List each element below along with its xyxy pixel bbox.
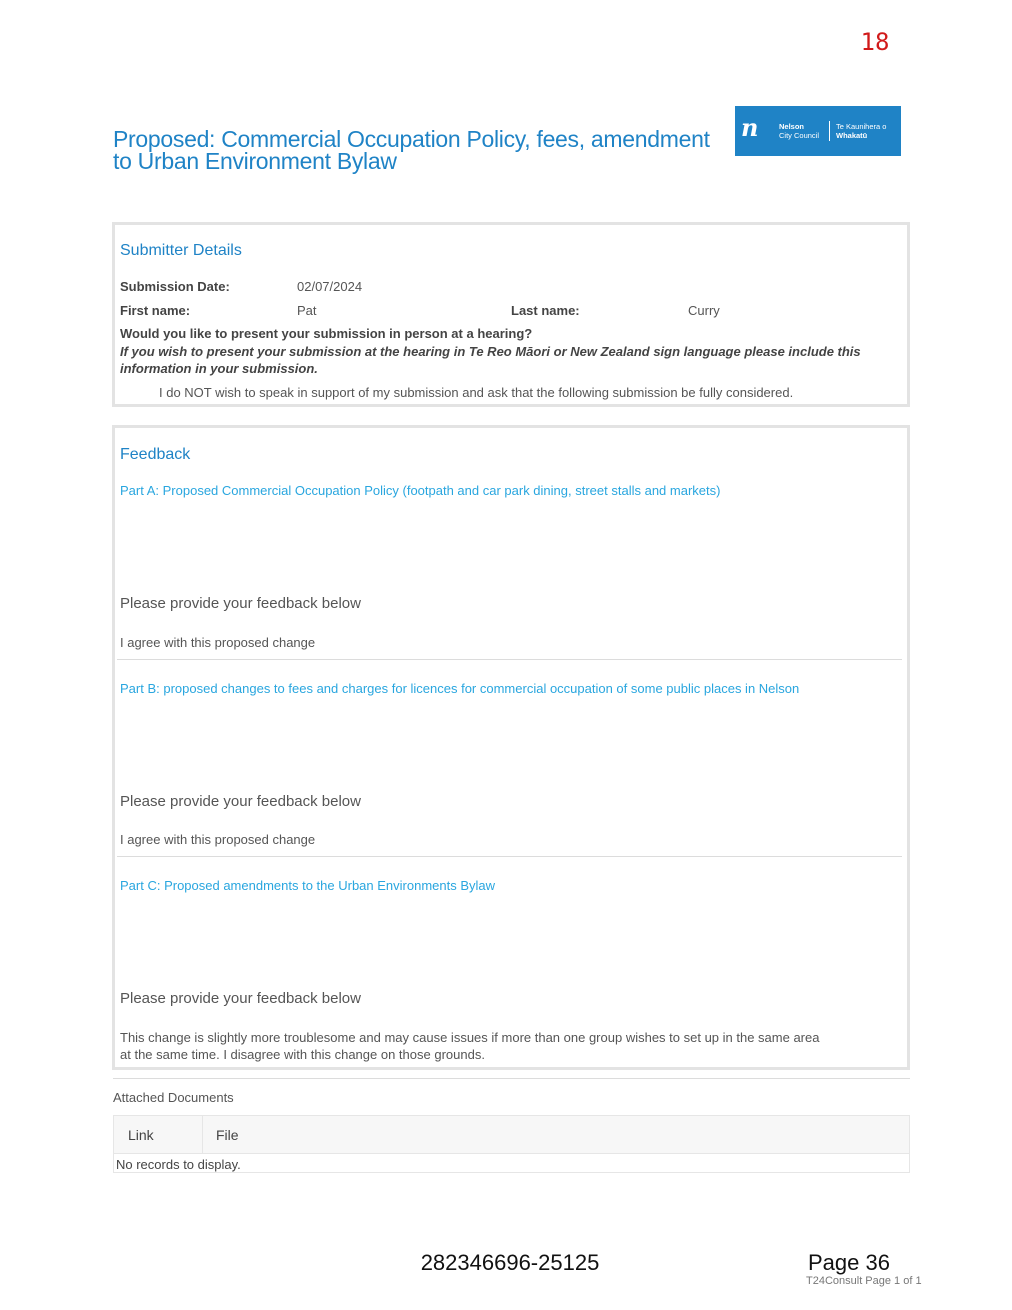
attachments-table (113, 1115, 910, 1173)
attachments-title: Attached Documents (113, 1090, 234, 1105)
column-header-link[interactable]: Link (128, 1127, 154, 1143)
attachments-column-divider (202, 1116, 203, 1153)
page-number-top: 18 (860, 28, 890, 56)
footer-small-text: T24Consult Page 1 of 1 (806, 1275, 922, 1287)
last-name-value: Curry (688, 303, 720, 318)
attachments-divider (113, 1078, 910, 1079)
part-a-heading: Part A: Proposed Commercial Occupation Policy (footpath and car park dining, street stalls and markets) (120, 483, 721, 498)
part-c-heading: Part C: Proposed amendments to the Urban Environments Bylaw (120, 878, 496, 893)
part-c-prompt: Please provide your feedback below (120, 990, 361, 1007)
hearing-question: Would you like to present your submission in person at a hearing? (120, 326, 533, 341)
page-title: Proposed: Commercial Occupation Policy, fees, amendment to Urban Environment Bylaw (113, 126, 710, 174)
part-b-heading: Part B: proposed changes to fees and charges for licences for commercial occupation of some public places in Nelson (120, 681, 800, 696)
logo-english-text (779, 122, 819, 140)
logo-mi-line1: Te Kaunihera o (836, 122, 887, 131)
part-b-answer: I agree with this proposed change (120, 832, 316, 847)
attachments-empty-message: No records to display. (116, 1157, 241, 1172)
part-c-answer: This change is slightly more troublesome and may cause issues if more than one group wishes to set up in the same area at the same time. I disagree with this change on those grounds. (120, 1030, 820, 1062)
page-label: Page 36 (808, 1250, 890, 1275)
part-divider (117, 856, 902, 857)
logo-divider (829, 121, 830, 141)
last-name-label: Last name: (511, 303, 580, 318)
submitter-section-title: Submitter Details (120, 242, 242, 259)
feedback-panel (112, 425, 910, 1070)
part-divider (117, 659, 902, 660)
council-logo (735, 106, 901, 156)
hearing-note: If you wish to present your submission at the hearing in Te Reo Māori or New Zealand sign language please include this information in your submission. (120, 344, 861, 376)
first-name-label: First name: (120, 303, 191, 318)
logo-mark-icon: n (741, 113, 755, 142)
logo-mi-line2: Whakatū (836, 131, 868, 140)
part-a-answer: I agree with this proposed change (120, 635, 316, 650)
logo-en-line1: Nelson (779, 122, 805, 131)
hearing-answer: I do NOT wish to speak in support of my submission and ask that the following submission be fully considered. (159, 385, 794, 400)
feedback-section-title: Feedback (120, 446, 191, 463)
part-a-prompt: Please provide your feedback below (120, 595, 361, 612)
document-id: 282346696-25125 (420, 1250, 600, 1275)
column-header-file[interactable]: File (216, 1127, 239, 1143)
submission-date-label: Submission Date: (120, 279, 230, 294)
first-name-value: Pat (297, 303, 317, 318)
submission-date-value: 02/07/2024 (297, 279, 363, 294)
part-b-prompt: Please provide your feedback below (120, 793, 361, 810)
logo-en-line2: City Council (779, 131, 820, 140)
logo-maori-text (836, 122, 886, 140)
